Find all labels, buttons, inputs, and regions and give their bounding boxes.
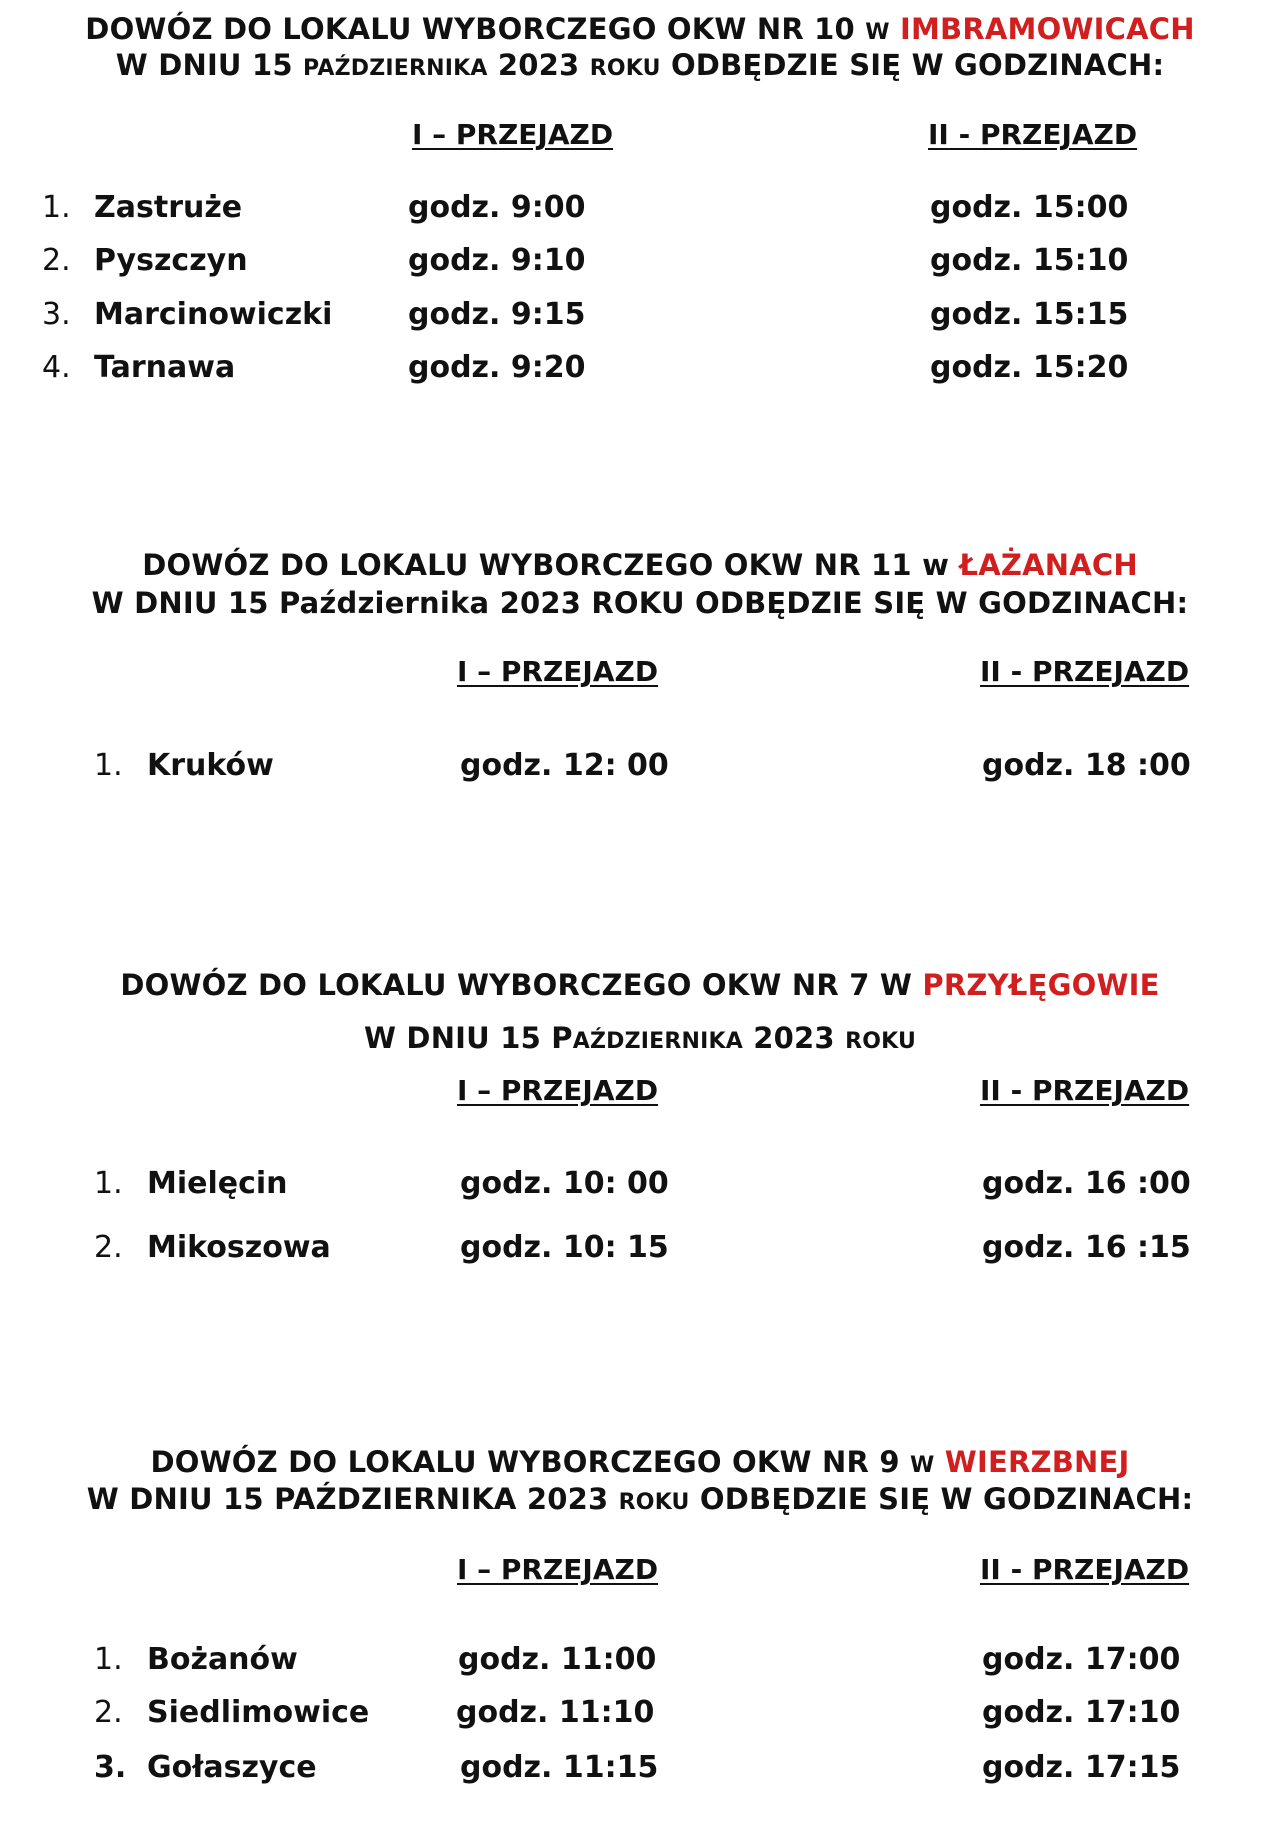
row-place: Zastruże xyxy=(94,190,243,225)
title-rest: ODBĘDZIE SIĘ W GODZINACH: xyxy=(699,1482,1194,1516)
section-title-line1 xyxy=(0,12,1280,46)
column-header-second-trip: II - PRZEJAZD xyxy=(928,118,1138,151)
row-number: 1. xyxy=(42,190,71,225)
row-number: 4. xyxy=(42,350,71,385)
section-title-line2 xyxy=(0,48,1280,82)
row-time-second: godz. 17:10 xyxy=(982,1695,1181,1730)
row-number: 1. xyxy=(94,1642,123,1677)
section-title-line1 xyxy=(0,1445,1280,1479)
row-time-first: godz. 9:00 xyxy=(408,190,586,225)
title-year: 2023 xyxy=(497,48,580,82)
row-time-first: godz. 9:15 xyxy=(408,297,586,332)
row-place: Marcinowiczki xyxy=(94,297,333,332)
section-title-line1 xyxy=(0,968,1280,1002)
section-title-line1 xyxy=(0,548,1280,582)
row-place: Mielęcin xyxy=(147,1166,288,1201)
title-year: 2023 xyxy=(753,1021,835,1055)
row-place: Bożanów xyxy=(147,1642,298,1677)
title-roku: ROKU xyxy=(845,1029,917,1054)
place-name-highlight: ŁAŻANACH xyxy=(959,548,1138,582)
row-time-first: godz. 10: 15 xyxy=(460,1230,669,1265)
column-header-second-trip: II - PRZEJAZD xyxy=(980,1553,1190,1586)
place-name-highlight: PRZYŁĘGOWIE xyxy=(922,968,1160,1002)
row-number: 3. xyxy=(42,297,71,332)
row-number: 2. xyxy=(94,1230,123,1265)
title-roku: ROKU xyxy=(589,56,661,81)
column-header-first-trip: I – PRZEJAZD xyxy=(412,118,614,151)
title-text: DOWÓZ DO LOKALU WYBORCZEGO OKW NR 9 xyxy=(150,1445,900,1479)
row-number: 2. xyxy=(94,1695,123,1730)
row-time-second: godz. 15:10 xyxy=(930,243,1129,278)
row-number: 1. xyxy=(94,748,123,783)
row-time-second: godz. 18 :00 xyxy=(982,748,1191,783)
title-rest: ODBĘDZIE SIĘ W GODZINACH: xyxy=(670,48,1165,82)
row-place: Kruków xyxy=(147,748,274,783)
row-time-second: godz. 15:15 xyxy=(930,297,1129,332)
row-place: Tarnawa xyxy=(94,350,236,385)
row-time-first: godz. 11:00 xyxy=(458,1642,657,1677)
row-place: Gołaszyce xyxy=(147,1750,317,1785)
row-place: Siedlimowice xyxy=(147,1695,370,1730)
row-time-second: godz. 16 :00 xyxy=(982,1166,1191,1201)
row-time-first: godz. 12: 00 xyxy=(460,748,669,783)
column-header-first-trip: I – PRZEJAZD xyxy=(457,655,659,688)
title-month: AŹDZIERNIKA xyxy=(572,1029,743,1054)
row-time-second: godz. 15:20 xyxy=(930,350,1129,385)
row-time-first: godz. 11:15 xyxy=(460,1750,659,1785)
section-title-line2 xyxy=(0,1021,1280,1055)
row-time-first: godz. 9:20 xyxy=(408,350,586,385)
title-date-text: W DNIU 15 PAŹDZIERNIKA 2023 xyxy=(86,1482,609,1516)
row-number: 1. xyxy=(94,1166,123,1201)
row-place: Mikoszowa xyxy=(147,1230,331,1265)
row-time-first: godz. 11:10 xyxy=(456,1695,655,1730)
row-time-second: godz. 16 :15 xyxy=(982,1230,1191,1265)
place-name-highlight: IMBRAMOWICACH xyxy=(900,12,1195,46)
row-place: Pyszczyn xyxy=(94,243,248,278)
column-header-second-trip: II - PRZEJAZD xyxy=(980,1074,1190,1107)
title-roku: ROKU xyxy=(618,1490,690,1515)
row-time-second: godz. 17:15 xyxy=(982,1750,1181,1785)
row-number: 3. xyxy=(94,1750,127,1785)
title-text: DOWÓZ DO LOKALU WYBORCZEGO OKW NR 11 w xyxy=(142,548,950,582)
title-date-text: W DNIU 15 xyxy=(115,48,293,82)
row-time-second: godz. 17:00 xyxy=(982,1642,1181,1677)
row-time-second: godz. 15:00 xyxy=(930,190,1129,225)
column-header-second-trip: II - PRZEJAZD xyxy=(980,655,1190,688)
column-header-first-trip: I – PRZEJAZD xyxy=(457,1074,659,1107)
row-time-first: godz. 9:10 xyxy=(408,243,586,278)
column-header-first-trip: I – PRZEJAZD xyxy=(457,1553,659,1586)
section-title-line2: W DNIU 15 Października 2023 ROKU ODBĘDZIE SIĘ W GODZINACH: xyxy=(91,586,1189,620)
row-number: 2. xyxy=(42,243,71,278)
title-month: PAŹDZIERNIKA xyxy=(303,56,488,81)
title-connector: W xyxy=(910,1453,935,1478)
place-name-highlight: WIERZBNEJ xyxy=(944,1445,1130,1479)
title-date-text: W DNIU 15 P xyxy=(363,1021,573,1055)
title-text: DOWÓZ DO LOKALU WYBORCZEGO OKW NR 7 W xyxy=(120,968,913,1002)
title-text: DOWÓZ DO LOKALU WYBORCZEGO OKW NR 10 xyxy=(85,12,855,46)
title-connector: W xyxy=(865,20,890,45)
section-title-line2 xyxy=(0,1482,1280,1516)
row-time-first: godz. 10: 00 xyxy=(460,1166,669,1201)
